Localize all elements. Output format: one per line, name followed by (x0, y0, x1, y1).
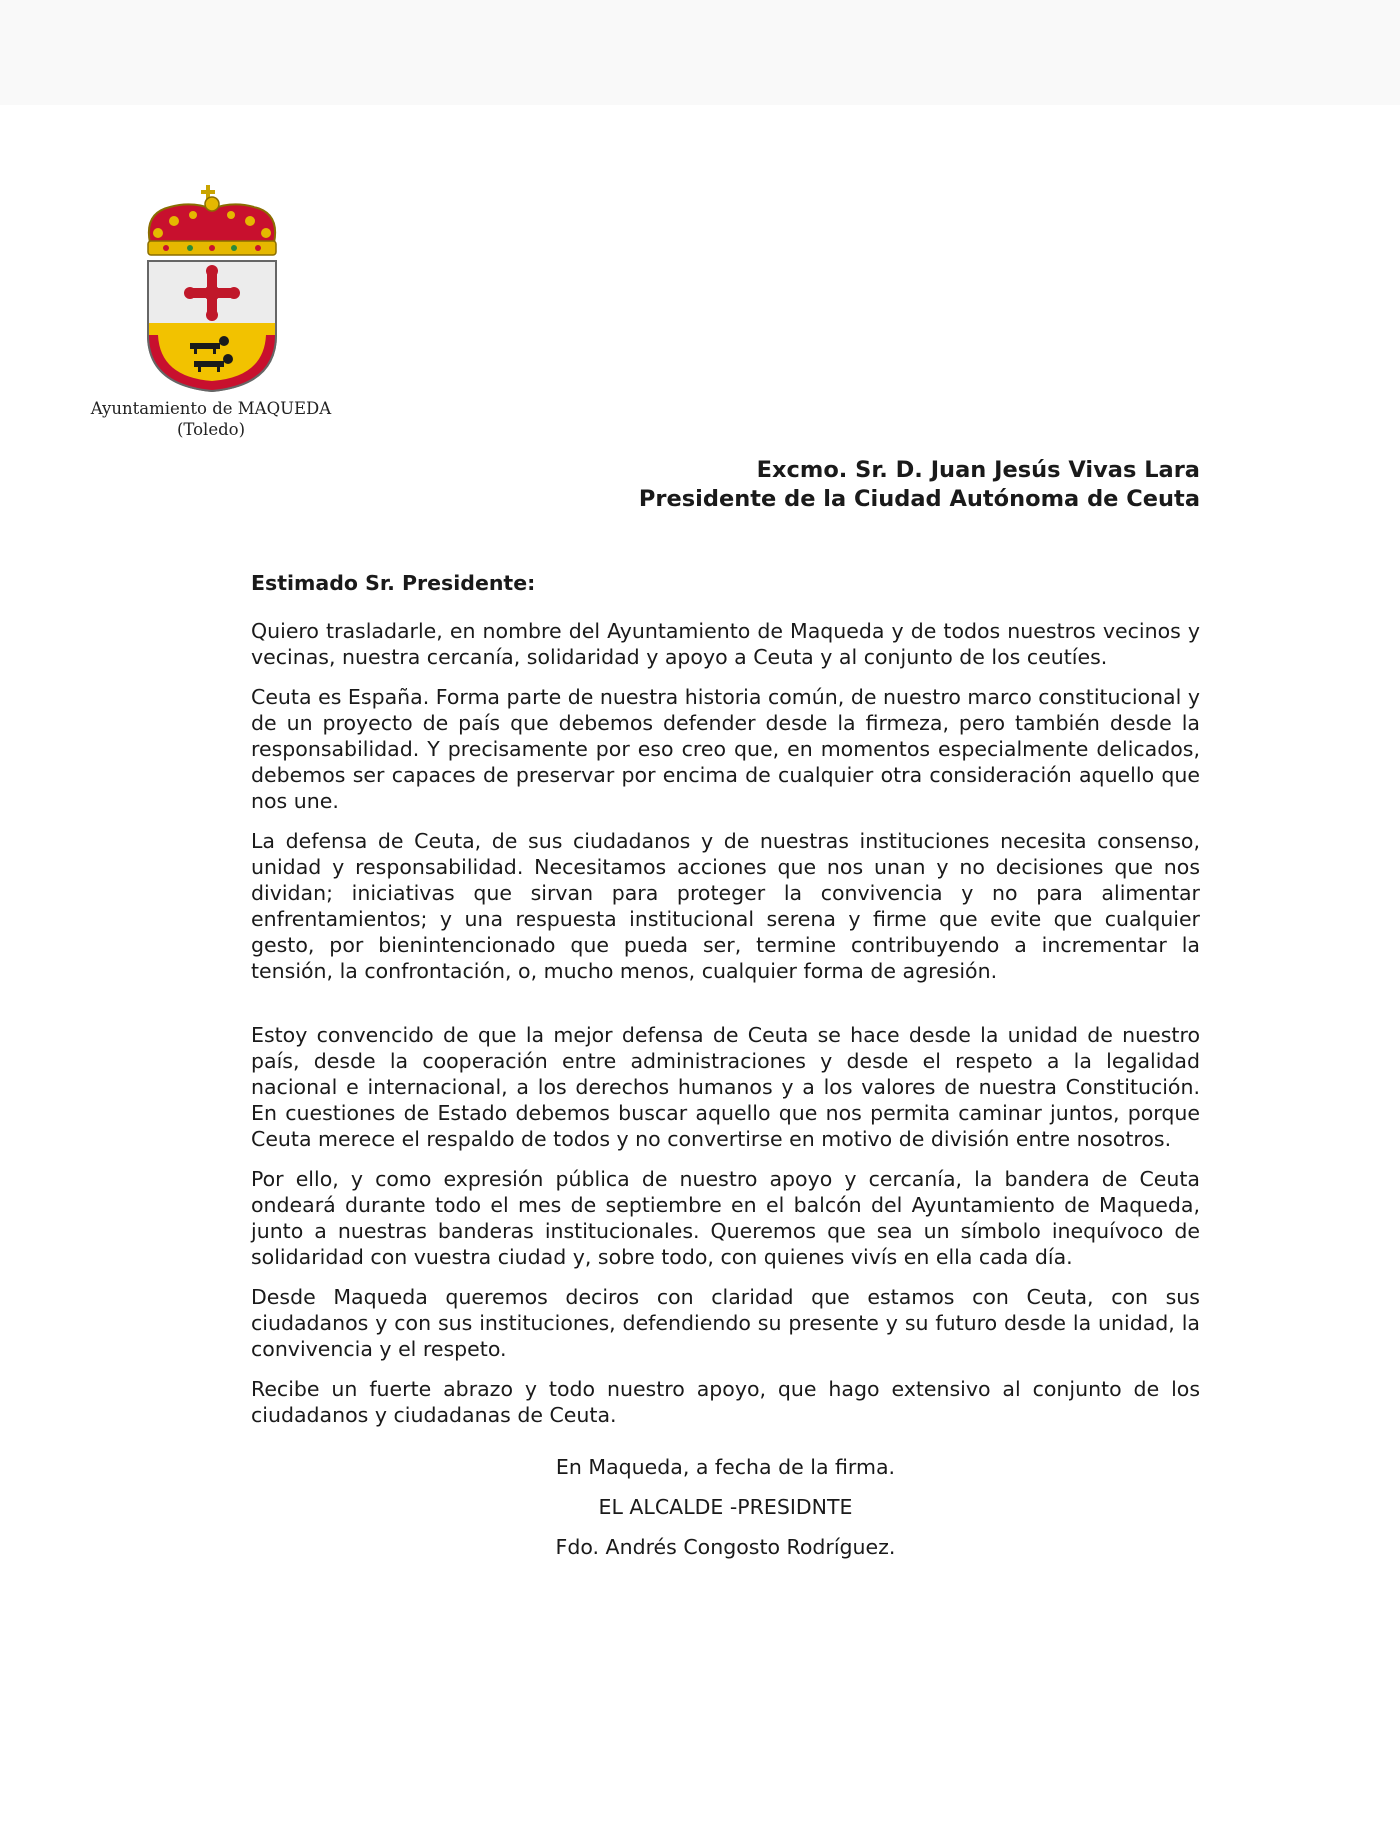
top-margin-band (0, 0, 1400, 105)
municipality-name: Ayuntamiento de MAQUEDA (90, 399, 332, 418)
paragraph: La defensa de Ceuta, de sus ciudadanos y de nuestras instituciones necesita consenso, unidad y responsabilidad. Necesitamos acciones que nos unan y no decisiones que nos dividan; iniciativas que sirvan para proteger la convivencia y no para alimentar enfrentamientos; y una respuesta institucional serena y firme que evite que cualquier gesto, por bienintencionado que pueda ser, termine contribuyendo a incrementar la tensión, la confrontación, o, mucho menos, cualquier forma de agresión. (251, 829, 1200, 983)
paragraph: Desde Maqueda queremos deciros con claridad que estamos con Ceuta, con sus ciudadanos y con sus instituciones, defendiendo su presente y su futuro desde la unidad, la convivencia y el respeto. (251, 1285, 1200, 1361)
recipient-block (639, 456, 1200, 514)
signer-title: EL ALCALDE -PRESIDNTE (598, 1495, 853, 1519)
shield-icon (148, 261, 276, 391)
closing-block (251, 1454, 1200, 1560)
paragraph: Recibe un fuerte abrazo y todo nuestro apoyo, que hago extensivo al conjunto de los ciudadanos y ciudadanas de Ceuta. (251, 1377, 1200, 1427)
letter-body (251, 570, 1200, 1574)
municipality-caption (80, 398, 342, 440)
paragraph: Quiero trasladarle, en nombre del Ayuntamiento de Maqueda y de todos nuestros vecinos y vecinas, nuestra cercanía, solidaridad y apoyo a Ceuta y al conjunto de los ceutíes. (251, 619, 1200, 669)
paragraph: Estoy convencido de que la mejor defensa de Ceuta se hace desde la unidad de nuestro país, desde la cooperación entre administraciones y desde el respeto a la legalidad nacional e internacional, a los derechos humanos y a los valores de nuestra Constitución. En cuestiones de Estado debemos buscar aquello que nos permita caminar juntos, porque Ceuta merece el respaldo de todos y no convertirse en motivo de división entre nosotros. (251, 1023, 1200, 1151)
place-date: En Maqueda, a fecha de la firma. (555, 1455, 896, 1479)
salutation: Estimado Sr. Presidente: (251, 571, 536, 595)
coat-of-arms-icon (140, 185, 285, 395)
crown-icon (148, 185, 276, 255)
recipient-title: Presidente de la Ciudad Autónoma de Ceuta (638, 486, 1200, 512)
recipient-name: Excmo. Sr. D. Juan Jesús Vivas Lara (756, 457, 1200, 483)
signer-name: Fdo. Andrés Congosto Rodríguez. (555, 1535, 896, 1559)
paragraph: Por ello, y como expresión pública de nuestro apoyo y cercanía, la bandera de Ceuta ondeará durante todo el mes de septiembre en el balcón del Ayuntamiento de Maqueda, junto a nuestras banderas institucionales. Queremos que sea un símbolo inequívoco de solidaridad con vuestra ciudad y, sobre todo, con quienes vivís en ella cada día. (251, 1167, 1200, 1269)
paragraph: Ceuta es España. Forma parte de nuestra historia común, de nuestro marco constitucional y de un proyecto de país que debemos defender desde la firmeza, pero también desde la responsabilidad. Y precisamente por eso creo que, en momentos especialmente delicados, debemos ser capaces de preservar por encima de cualquier otra consideración aquello que nos une. (251, 685, 1200, 813)
municipality-province: (Toledo) (176, 420, 246, 439)
